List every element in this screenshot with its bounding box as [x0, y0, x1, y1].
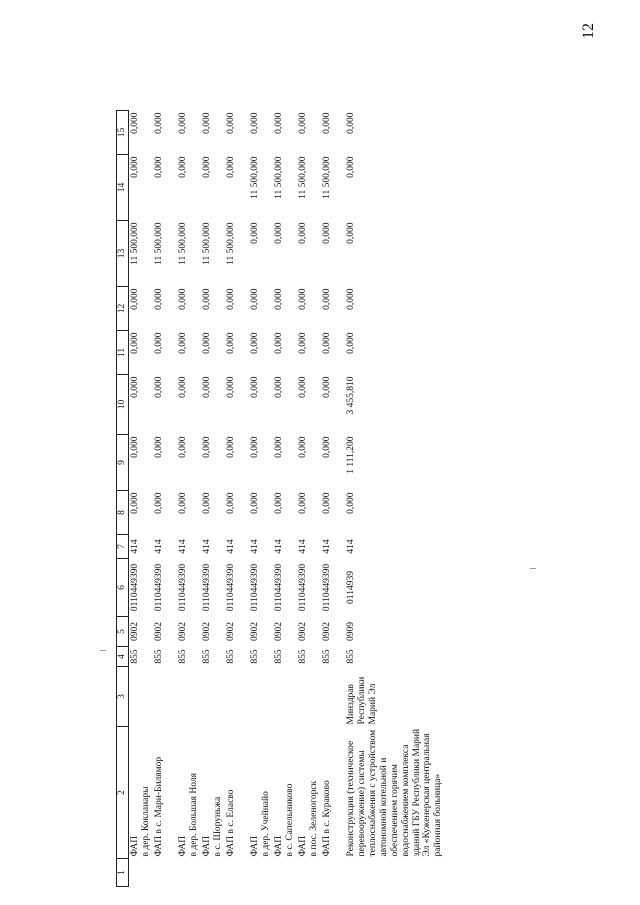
cell-col-14: 0,000: [130, 156, 140, 178]
column-header-3: 3: [117, 667, 129, 727]
header-row: [117, 111, 129, 887]
cell-col-5: 0909: [346, 622, 356, 641]
cell-col-13: 11 500,000: [178, 222, 188, 265]
cell-col-15: 0,000: [250, 112, 260, 134]
cell-col-2: ФАП в с. Шоруньжа: [202, 796, 223, 857]
cell-col-6: 0110449390: [178, 563, 188, 612]
cell-col-4: 855: [202, 649, 212, 664]
column-header-10: 10: [117, 375, 129, 435]
cell-col-5: 0902: [274, 622, 284, 641]
column-header-4: 4: [117, 647, 129, 667]
column-header-6: 6: [117, 559, 129, 617]
cell-col-15: 0,000: [298, 112, 308, 134]
cell-col-6: 0110449390: [250, 563, 260, 612]
cell-col-11: 0,000: [130, 332, 140, 354]
cell-col-8: 0,000: [298, 492, 308, 514]
table-body: [129, 111, 526, 887]
cell-col-13: 11 500,000: [202, 222, 212, 265]
cell-col-14: 11 500,000: [298, 156, 308, 199]
cell-col-5: 0902: [202, 622, 212, 641]
cell-col-4: 855: [298, 649, 308, 664]
cell-col-2: ФАП в с. Еласво: [226, 789, 236, 857]
cell-col-8: 0,000: [130, 492, 140, 514]
cell-col-10: 0,000: [226, 376, 236, 398]
column-header-12: 12: [117, 287, 129, 331]
cell-col-11: 0,000: [154, 332, 164, 354]
cell-col-7: 414: [346, 539, 356, 554]
cell-col-11: 0,000: [202, 332, 212, 354]
cell-col-3: Минздрав Республики Марий Эл: [346, 676, 378, 725]
cell-col-3: [225, 667, 249, 727]
cell-col-8: 0,000: [202, 492, 212, 514]
table-row: [177, 111, 201, 887]
cell-col-1: [177, 859, 201, 887]
cell-col-6: 0114939: [346, 571, 356, 604]
cell-col-12: 0,000: [154, 288, 164, 310]
cell-col-15: 0,000: [322, 112, 332, 134]
cell-col-9: 0,000: [154, 436, 164, 458]
cell-col-12: 0,000: [298, 288, 308, 310]
cell-col-13: 0,000: [346, 222, 356, 244]
cell-col-8: 0,000: [322, 492, 332, 514]
cell-col-3: [153, 667, 177, 727]
cell-col-15: 0,000: [154, 112, 164, 134]
cell-col-3: [201, 667, 225, 727]
cell-col-12: 0,000: [322, 288, 332, 310]
cell-col-12: 0,000: [130, 288, 140, 310]
cell-col-8: 0,000: [250, 492, 260, 514]
table-row: [273, 111, 297, 887]
cell-col-5: 0902: [154, 622, 164, 641]
cell-col-13: 0,000: [298, 222, 308, 244]
cell-col-7: 414: [250, 539, 260, 554]
scan-mark: [100, 650, 106, 651]
cell-col-12: 0,000: [226, 288, 236, 310]
cell-col-12: 0,000: [178, 288, 188, 310]
cell-col-5: 0902: [178, 622, 188, 641]
cell-col-10: 0,000: [178, 376, 188, 398]
cell-col-5: 0902: [298, 622, 308, 641]
cell-col-2: ФАП в пос. Зеленогорск: [298, 780, 319, 857]
cell-col-7: 414: [226, 539, 236, 554]
cell-col-4: 855: [274, 649, 284, 664]
column-header-7: 7: [117, 535, 129, 559]
cell-col-10: 0,000: [298, 376, 308, 398]
cell-col-15: 0,000: [178, 112, 188, 134]
cell-col-11: 0,000: [298, 332, 308, 354]
cell-col-10: 0,000: [250, 376, 260, 398]
cell-col-4: 855: [130, 649, 140, 664]
cell-col-7: 414: [298, 539, 308, 554]
cell-col-6: 0110449390: [298, 563, 308, 612]
cell-col-15: 0,000: [346, 112, 356, 134]
cell-col-1: [321, 859, 345, 887]
cell-col-1: [297, 859, 321, 887]
cell-col-7: 414: [322, 539, 332, 554]
cell-col-9: 0,000: [250, 436, 260, 458]
cell-col-11: 0,000: [346, 332, 356, 354]
cell-col-13: 0,000: [274, 222, 284, 244]
column-header-8: 8: [117, 491, 129, 535]
table-row: [249, 111, 273, 887]
cell-col-2: ФАП в дер. Большая Ноля: [178, 773, 199, 857]
cell-col-7: 414: [202, 539, 212, 554]
column-header-9: 9: [117, 435, 129, 491]
table-row: [321, 111, 345, 887]
cell-col-5: 0902: [130, 622, 140, 641]
cell-col-7: 414: [178, 539, 188, 554]
column-header-1: 1: [117, 859, 129, 887]
cell-col-6: 0110449390: [202, 563, 212, 612]
cell-col-2: ФАП в с. Кураково: [322, 780, 332, 857]
cell-col-14: 11 500,000: [274, 156, 284, 199]
cell-col-5: 0902: [226, 622, 236, 641]
cell-col-15: 0,000: [202, 112, 212, 134]
cell-col-3: [129, 667, 154, 727]
cell-col-12: 0,000: [274, 288, 284, 310]
cell-col-9: 0,000: [130, 436, 140, 458]
table-row: [201, 111, 225, 887]
cell-col-9: 0,000: [274, 436, 284, 458]
cell-col-9: 0,000: [298, 436, 308, 458]
cell-col-13: 11 500,000: [130, 222, 140, 265]
cell-col-2: ФАП в дер. Учейнайо: [250, 791, 271, 857]
cell-col-9: 0,000: [322, 436, 332, 458]
cell-col-13: 0,000: [322, 222, 332, 244]
table-row: [129, 111, 154, 887]
cell-col-4: 855: [178, 649, 188, 664]
cell-col-2: Реконструкция (техническое перевооружение) системы теплоснабжения с устройством автономной котельной и обеспечением горячим водоснабжением комплекса зданий ГБУ Республики Марий Эл «Куженерская центральная районная больница»: [346, 728, 444, 857]
cell-col-14: 0,000: [346, 156, 356, 178]
cell-col-3: [273, 667, 297, 727]
column-header-11: 11: [117, 331, 129, 375]
cell-col-1: [153, 859, 177, 887]
cell-col-11: 0,000: [322, 332, 332, 354]
cell-col-12: 0,000: [202, 288, 212, 310]
cell-col-10: 0,000: [322, 376, 332, 398]
budget-table: [116, 110, 525, 887]
cell-col-13: 0,000: [250, 222, 260, 244]
cell-col-9: 0,000: [178, 436, 188, 458]
page-number: 12: [580, 23, 597, 39]
cell-col-3: [297, 667, 321, 727]
cell-col-1: [225, 859, 249, 887]
cell-col-9: 1 111,200: [346, 436, 356, 474]
cell-col-13: 11 500,000: [154, 222, 164, 265]
column-header-5: 5: [117, 617, 129, 647]
cell-col-11: 0,000: [178, 332, 188, 354]
cell-col-10: 0,000: [202, 376, 212, 398]
cell-col-12: 0,000: [250, 288, 260, 310]
cell-col-4: 855: [226, 649, 236, 664]
cell-col-8: 0,000: [346, 492, 356, 514]
cell-col-8: 0,000: [226, 492, 236, 514]
cell-col-15: 0,000: [226, 112, 236, 134]
cell-col-7: 414: [154, 539, 164, 554]
cell-col-8: 0,000: [154, 492, 164, 514]
cell-col-6: 0110449390: [226, 563, 236, 612]
cell-col-11: 0,000: [250, 332, 260, 354]
cell-col-4: 855: [322, 649, 332, 664]
cell-col-12: 0,000: [346, 288, 356, 310]
column-header-15: 15: [117, 111, 129, 155]
cell-col-4: 855: [250, 649, 260, 664]
cell-col-14: 0,000: [178, 156, 188, 178]
cell-col-1: [273, 859, 297, 887]
column-header-13: 13: [117, 221, 129, 287]
cell-col-14: 11 500,000: [250, 156, 260, 199]
cell-col-14: 0,000: [226, 156, 236, 178]
cell-col-1: [129, 859, 154, 887]
scan-mark: [530, 568, 536, 569]
column-header-14: 14: [117, 155, 129, 221]
cell-col-15: 0,000: [274, 112, 284, 134]
cell-col-1: [345, 859, 525, 887]
cell-col-2: ФАП в с. Сапельниково: [274, 783, 295, 857]
cell-col-7: 414: [274, 539, 284, 554]
cell-col-11: 0,000: [226, 332, 236, 354]
cell-col-2: ФАП в с. Мари-Билямор: [154, 756, 164, 857]
column-header-2: 2: [117, 727, 129, 859]
cell-col-14: 0,000: [154, 156, 164, 178]
table-row: [153, 111, 177, 887]
table-row: [297, 111, 321, 887]
cell-col-3: [321, 667, 345, 727]
cell-col-1: [201, 859, 225, 887]
cell-col-5: 0902: [250, 622, 260, 641]
cell-col-15: 0,000: [130, 112, 140, 134]
cell-col-10: 0,000: [154, 376, 164, 398]
cell-col-13: 11 500,000: [226, 222, 236, 265]
cell-col-2: ФАП в дер. Коклаиары: [130, 786, 151, 857]
cell-col-1: [249, 859, 273, 887]
cell-col-10: 3 455,810: [346, 376, 356, 415]
cell-col-4: 855: [154, 649, 164, 664]
cell-col-8: 0,000: [274, 492, 284, 514]
cell-col-6: 0110449390: [154, 563, 164, 612]
cell-col-4: 855: [346, 649, 356, 664]
cell-col-9: 0,000: [226, 436, 236, 458]
table-row: [225, 111, 249, 887]
table-row: [345, 111, 525, 887]
cell-col-6: 0110449390: [274, 563, 284, 612]
cell-col-10: 0,000: [130, 376, 140, 398]
cell-col-11: 0,000: [274, 332, 284, 354]
cell-col-14: 0,000: [202, 156, 212, 178]
cell-col-5: 0902: [322, 622, 332, 641]
cell-col-3: [249, 667, 273, 727]
cell-col-10: 0,000: [274, 376, 284, 398]
cell-col-14: 11 500,000: [322, 156, 332, 199]
cell-col-3: [177, 667, 201, 727]
cell-col-6: 0110449390: [130, 563, 140, 612]
cell-col-9: 0,000: [202, 436, 212, 458]
cell-col-6: 0110449390: [322, 563, 332, 612]
cell-col-7: 414: [130, 539, 140, 554]
cell-col-8: 0,000: [178, 492, 188, 514]
